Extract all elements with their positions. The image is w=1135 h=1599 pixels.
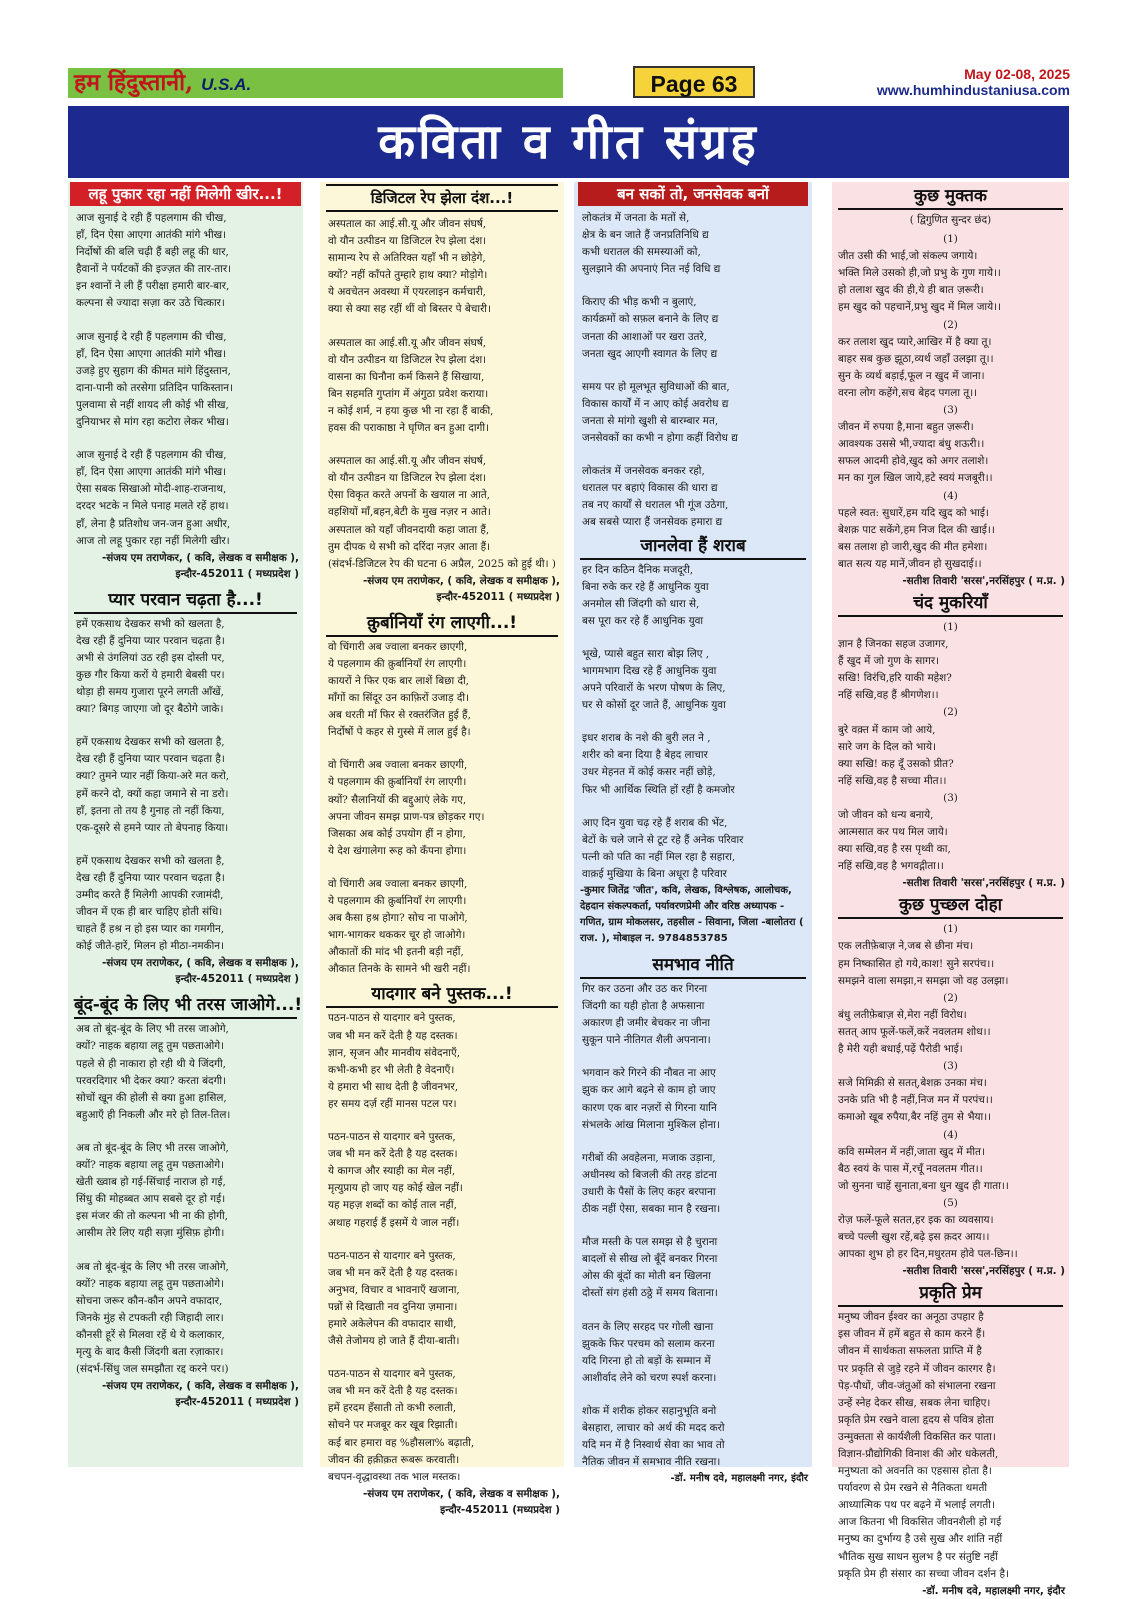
poem-stanza: हमें एकसाथ देखकर सभी को खलता है, देख रही हैं दुनिया प्यार परवान चढ़ता है। क्या? तुमने प्यार नहीं किया-अरे मत करो, हमें करने दो, क्यों कहा जमाने से ना डरो। हाँ, इतना तो तय है गुनाह तो नहीं किया, एक-दूसरे से हमने प्यार तो बेपनाह किया। <box>76 736 230 834</box>
poem-stanza: कवि सम्मेलन में नहीं,जाता खुद में मीत। बैठ स्वयं के पास में,रचूँ नवलतम गीत।। जो सुनना चाहें सुनाता,बना धुन खुद ही गाता।। <box>838 1145 1009 1192</box>
stanza-number: (2) <box>943 706 958 719</box>
poem-stanza: सजे मिमिक्री से सतत्,बेशक़ उनका मंच। उनके प्रति भी है नहीं,निज मन में परपंच।। कमाओ खूब रुपैया,बैर नहिं तुम से भैया।। <box>838 1077 993 1124</box>
website-link[interactable]: www.humhindustaniusa.com <box>876 82 1070 98</box>
poem-stanza: अब तो बूंद-बूंद के लिए भी तरस जाओगे, क्यों? नाहक बहाया लहू तुम पछताओगे। खेती ख्वाब हो गई-सिंचाई नाराज हो गई, सिंधु की मोहब्बत आप सबसे दूर हो गई। इस मंजर की तो कल्पना भी ना की होगी, आसीम तेरे लिए यही सज़ा मुंसिफ़ होगी। <box>76 1141 229 1240</box>
poem-stanza: आज सुनाई दे रही हैं पहलगाम की चीख, हाँ, दिन ऐसा आएगा आतंकी मांगे भीख। ऐसा सबक सिखाओ मोदी-शाह-राजनाथ, दरदर भटके न मिले पनाह मलते रहें हाथ। हाँ, लेना है प्रतिशोध जन-जन हुआ अधीर, आज तो लहू पुकार रहा नहीं मिलेगी खीर। <box>76 449 231 547</box>
poem-stanza: पहले स्वत: सुधारें,हम यदि खुद को भाई। बेशक़ पाट सकेंगे,हम निज दिल की खाई।। बस तलाश हो जारी,खुद की मीत हमेशा। बात सत्य यह मानें,जीवन हो सुखदाई।। <box>838 506 995 570</box>
poem-stanza: वो चिंगारी अब ज्वाला बनकर छाएगी, ये पहलगाम की क़ुर्बानियाँ रंग लाएगी। अब कैसा हश्र होगा? सोच ना पाओगे, भाग-भागकर थककर चूर हो जाओगे। औकातों की मांद भी इतनी बड़ी नहीं, औकात तिनके के सामने भी खरी नहीं। <box>328 877 471 976</box>
poem-title: क़ुर्बानियाँ रंग लाएगी...! <box>326 611 558 637</box>
poem-stanza: मौज मस्ती के पल समझ से है चुराना बादलों से सीख लो बूँदें बनकर गिरना ओस की बूंदों का मोती बन खिलना दोस्तों संग हंसी ठठ्ठे में समय बिताना। <box>582 1236 718 1300</box>
stanza-number: (2) <box>943 991 958 1004</box>
poem-title: कुछ मुक्तक <box>838 184 1063 210</box>
poem-stanza: बंधु लतीफ़ेबाज़ से,मेरा नहीं विरोध। सतत् आप फूलें-फलें,करें नवलतम शोध।। है मेरी यही बधाई,पढ़ें पैरोडी भाई। <box>838 1008 991 1056</box>
poem-stanza: गिर कर उठना और उठ कर गिरना जिंदगी का यही होता है अफसाना अकारण ही जमीर बेचकर ना जीना सुकून पाने नीतिगत शैली अपनाना। <box>582 983 711 1047</box>
poem-stanza: अस्पताल का आई.सी.यू और जीवन संघर्ष, वो यौन उत्पीडन या डिजिटल रेप झेला दंश। वासना का घिनौना कर्म किसने हैं सिखाया, बिन सहमति गुप्तांग में अंगुठा प्रवेश कराया। न कोई शर्म, न हया कुछ भी ना रहा हैं बाकी, हवस की पराकाष्ठा ने घृणित बन हुआ दागी। <box>328 336 494 435</box>
poem-subtitle: ( द्विगुणित सुन्दर छंद) <box>909 214 992 226</box>
poem-author: -सतीश तिवारी 'सरस',नरसिंहपुर ( म.प्र. ) <box>902 1265 1065 1278</box>
poem-author: -डॉ. मनीष दवे, महालक्ष्मी नगर, इंदौर <box>922 1584 1065 1597</box>
poem-stanza: किराए की भीड़ कभी न बुलाएं, कार्यक्रमों को सफ़ल बनाने के लिए द्य जनता की आशाओं पर खरा उतरे, जनता खुद आएगी स्वागत के लिए द्य <box>582 296 719 360</box>
poem-title: डिजिटल रेप झेला दंश...! <box>326 184 558 212</box>
poem-author: -डॉ. मनीष दवे, महालक्ष्मी नगर, इंदौर <box>670 1473 808 1485</box>
issue-date: May 02-08, 2025 <box>964 66 1070 82</box>
poem-stanza: आज सुनाई दे रही हैं पहलगाम की चीख, हाँ, दिन ऐसा आएगा आतंकी मांगे भीख। उजड़े हुए सुहाग की कीमत मांगे हिंदुस्तान, दाना-पानी को तरसेगा प्रतिदिन पाकिस्तान। पुलवामा से नहीं शायद ली कोई भी सीख, दुनियाभर से मांग रहा कटोरा लेकर भीख। <box>76 330 233 429</box>
poem-stanza: गरीबों की अवहेलना, मजाक उड़ाना, अधीनस्थ को बिजली की तरह डांटना उधारी के पैसों के लिए कहर बरपाना ठीक नहीं ऐसा, सबका मान है रखना। <box>582 1151 721 1216</box>
poem-stanza: भूखे, प्यासे बहुत सारा बोझ लिए , भागमभाग दिख रहे हैं आधुनिक युवा अपने परिवारों के भरण पोषण के लिए, घर से कोसों दूर जाते हैं, आधुनिक युवा <box>582 647 726 712</box>
poem-stanza: पठन-पाठन से यादगार बने पुस्तक, जब भी मन करें देती है यह दस्तक। ज्ञान, सृजन और मानवीय संवेदनाएँ, कभी-कभी हर भी लेती है वेदनाएँ। ये हमारा भी साथ देती है जीवनभर, हर समय दर्ज़ रहीं मानस पटल पर। <box>328 1012 461 1110</box>
poem-title: बूंद-बूंद के लिए भी तरस जाओगे...! <box>74 993 297 1019</box>
poem-title: प्रकृति प्रेम <box>838 1281 1063 1307</box>
poem-title: लहू पुकार रहा नहीं मिलेगी खीर...! <box>70 182 301 206</box>
poem-title: चंद मुकरियाँ <box>838 591 1063 617</box>
poem-stanza: लोकतंत्र में जनसेवक बनकर रहो, धरातल पर बहाएं विकास की धारा द्य तब नए कार्यों से धरातल भी गूंज उठेगा, अब सबसे प्यारा हैं जनसेवक हमारा द्य <box>582 465 729 529</box>
column-4 <box>832 182 1069 1597</box>
stanza-number: (1) <box>943 923 958 936</box>
poem-stanza: अस्पताल का आई.सी.यू और जीवन संघर्ष, वो यौन उत्पीडन या डिजिटल रेप झेला दंश। सामान्य रेप से अतिरिक्त यहाँ भी न छोड़ेगे, क्यों? नहीं काँपते तुम्हारे हाथ क्या? मोड़ोगे। ये अवचेतन अवस्था में एयरलाइन कर्मचारी, क्या से क्या सह रहीं थीं वो बिस्तर पे बेचारी। <box>328 218 491 316</box>
poem-title: बन सकों तो, जनसेवक बनों <box>578 182 808 206</box>
poem-stanza: वो चिंगारी अब ज्वाला बनकर छाएगी, ये पहलगाम की क़ुर्बानियाँ रंग लाएगी। कायरों ने फिर एक बार लाशें बिछा दी, माँगों का सिंदूर उन काफ़िरों उजाड़ दी। अब धरती माँ फिर से रक्तरंजित हुई हैं, निर्दोषों पे कहर से गुस्से में लाल हुई है। <box>328 640 471 739</box>
poem-stanza: एक लतीफ़ेबाज़ ने,जब से छीना मंच। हम निष्कासित हो गये,काश! सुने सरपंच।। समझने वाला समझा,न समझा जो वह उलझा। <box>838 940 1009 987</box>
poem-stanza: अब तो बूंद-बूंद के लिए भी तरस जाओगे, क्यों? नाहक बहाया लहू तुम पछताओगे। पहले से ही नाकारा हो रही थी ये जिंदगी, परवरदिगार भी देकर क्या? करता बंदगी। सोचों खून की होली से क्या हुआ हासिल, बहुआएँ ही निकली और मरे हो तिल-तिल। <box>76 1023 231 1121</box>
poem-stanza: अब तो बूंद-बूंद के लिए भी तरस जाओगे, क्यों? नाहक बहाया लहू तुम पछताओगे। सोचना जरूर कौन-कौन अपने वफादार, जिनके मुंह से टपकती रही जिहादी लार। कौनसी हूरें से मिलवा रहें थे ये कलाकार, मृत्यु के बाद कैसी जिंदगी बता रज़ाकार। (संदर्भ-सिंधु जल समझौता रद्द करने पर।) <box>76 1260 229 1376</box>
poem-stanza: कर तलाश खुद प्यारे,आखिर में है क्या तू। बाहर सब कुछ झूठा,व्यर्थ जहाँ उलझा तू।। सुन के व्यर्थ बड़ाई,फूल न खुद में जाना। वरना लोग कहेंगे,सच बेहद पगला तू।। <box>838 335 994 399</box>
poem-stanza: बुरे वक़्त में काम जो आये, सारे जग के दिल को भाये। क्या सखि! कह दूँ उसको प्रीत? नहिं सखि,वह है सच्चा मीत।। <box>838 723 954 787</box>
section-banner: कविता व गीत संग्रह <box>68 106 1069 178</box>
poem-stanza: वतन के लिए सरहद पर गोली खाना झुकके फिर परचम को सलाम करना यदि गिरना हो तो बड़ों के सम्मान में आशीर्वाद लेने को चरण स्पर्श करना। <box>582 1320 717 1384</box>
stanza-number: (4) <box>943 489 958 502</box>
poem-title: प्यार परवान चढ़ता है...! <box>74 588 297 614</box>
poem-stanza: मनुष्य जीवन ईश्वर का अनूठा उपहार है इस जीवन में हमें बहुत से काम करने हैं। जीवन में सार्थकता सफलता प्राप्ति में है पर प्रकृति से जुड़े रहने में जीवन कारगर है। पेड़-पौधों, जीव-जंतुओं को संभालना रखना उन्हें स्नेह देकर सीख, सबक लेना चाहिए। प्रकृति प्रेम रखने वाला हृदय से पवित्र होता उन्मुक्तता से कार्यशैली विकसित कर पाता। विज्ञान-प्रौद्योगिकी विनाश की ओर धकेलती, मनुष्यता को अवनति का एहसास होता है। पर्यावरण से प्रेम रखने से नैतिकता थमती आध्यात्मिक पथ पर बढ़ने में भलाई लगती। आज कितना भी विकसित जीवनशैली हो गई मनुष्य का दुर्भाग्य है उसे सुख और शांति नहीं भौतिक सुख साधन सुलभ है पर संतुष्टि नहीं प्रकृति प्रेम ही संसार का सच्चा जीवन दर्शन है। <box>838 1311 1009 1580</box>
poem-stanza: हमें एकसाथ देखकर सभी को खलता है, देख रही हैं दुनिया प्यार परवान चढ़ता है। उम्मीद करते हैं मिलेगी आपकी रजामंदी, जीवन में एक ही बार चाहिए होती संधि। चाहते हैं हश्र न हो इस प्यार का गमगीन, कोई जीते-हारें, मिलन हो मीठा-नमकीन। <box>76 854 225 953</box>
stanza-number: (2) <box>943 318 958 331</box>
poem-author: -संजय एम तराणेकर, ( कवि, लेखक व समीक्षक ), इन्दौर-452011 ( मध्यप्रदेश ) <box>101 957 299 986</box>
poem-stanza: पठन-पाठन से यादगार बने पुस्तक, जब भी मन करें देती है यह दस्तक। हमें हरदम हँसाती तो कभी रुलाती, सोचने पर मजबूर कर खूब रिझाती। कई बार हमारा वह %हौसला% बढ़ाती, जीवन की हक़ीक़त रूबरू करवाती। बचपन-वृद्धावस्था तक भाल मस्तक। <box>328 1368 475 1483</box>
poem-stanza: जीत उसी की भाई,जो संकल्प जगाये। भक्ति मिले उसको ही,जो प्रभु के गुण गाये।। हो तलाश खुद की ही,ये ही बात ज़रूरी। हम खुद को पहचानें,प्रभु खुद में मिल जाये।। <box>838 250 1002 314</box>
stanza-number: (3) <box>943 404 958 417</box>
poem-title: समभाव नीति <box>580 953 806 979</box>
poem-author: -सतीश तिवारी 'सरस',नरसिंहपुर ( म.प्र. ) <box>902 877 1065 890</box>
column-2 <box>320 182 564 1516</box>
poem-author: -संजय एम तराणेकर, ( कवि, लेखक व समीक्षक ), इन्दौर-452011 ( मध्यप्रदेश ) <box>101 551 299 580</box>
publication-title: हम हिंदुस्तानी, <box>74 69 194 96</box>
stanza-number: (3) <box>943 1060 958 1073</box>
poem-stanza: रोज़ फलें-फूले सतत,हर इक का व्यवसाय। बच्चे पल्ली खुश रहें,बढ़े इस क़दर आय।। आपका शुभ हो हर दिन,मधुरतम होवे पल-छिन।। <box>838 1213 1018 1261</box>
poem-stanza: भगवान करे गिरने की नौबत ना आए झुक कर आगे बढ़ने से काम हो जाए कारण एक बार नज़रों से गिरना यानि संभलके आंख मिलाना मुश्किल होना। <box>582 1067 720 1131</box>
poem-stanza: पठन-पाठन से यादगार बने पुस्तक, जब भी मन करें देती है यह दस्तक। अनुभव, विचार व भावनाएँ खजाना, पन्नों से दिखाती नव दुनिया ज़माना। हमारे अकेलेपन की वफादार साथी, जैसे तेजोमय हो जाते हैं दीया-बाती। <box>328 1249 460 1348</box>
page-number: Page 63 <box>633 66 755 98</box>
poem-stanza: आए दिन युवा चढ़ रहे हैं शराब की भेंट, बेटों के चले जाने से टूट रहे हैं अनेक परिवार पत्नी को पति का नहीं मिल रहा है सहारा, वाक़ई मुखिया के बिना अधूरा है परिवार <box>582 816 744 880</box>
column-3 <box>574 182 812 1485</box>
poem-author: -संजय एम तराणेकर, ( कवि, लेखक व समीक्षक ), इन्दौर-452011 (मध्यप्रदेश ) <box>362 1487 560 1516</box>
dateline <box>877 66 1070 98</box>
poem-stanza: अस्पताल का आई.सी.यू और जीवन संघर्ष, वो यौन उत्पीडन या डिजिटल रेप झेला दंश। ऐसा विकृत करते अपनों के खयाल ना आते, वहशियों माँ,बहन,बेटी के मुख नज़र न आते। अस्पताल को यहाँ जीवनदायी कहा जाता हैं, तुम दीपक थे सभी को दरिंदा नज़र आता हैं। (संदर्भ-डिजिटल रेप की घटना 6 अप्रैल, 2025 को हुई थी। ) <box>328 455 556 570</box>
poem-stanza: जीवन में रुपया है,माना बहुत ज़रूरी। आवश्यक उससे भी,ज्यादा बंधु शऊरी।। सफल आदमी होवे,खुद को अगर तलाशे। मन का गुल खिल जाये,हटे स्वयं मजबूरी।। <box>838 421 993 485</box>
publication-name <box>68 68 563 98</box>
poem-stanza: लोकतंत्र में जनता के मतों से, क्षेत्र के बन जाते हैं जनप्रतिनिधि द्य कभी धरातल की समस्याओं को, सुलझाने की अपनाएं नित नई विधि द्य <box>582 212 721 276</box>
stanza-number: (4) <box>943 1128 958 1141</box>
poem-stanza: जो जीवन को धन्य बनाये, आत्मसात कर पथ मिल जाये। क्या सखि,वह है रस पृथ्वी का, नहिं सखि,वह है भगवद्गीता।। <box>838 809 951 873</box>
masthead <box>68 66 1070 100</box>
poem-stanza: ज्ञान है जिनका सहज उजागर, हैं खुद में जो गुण के सागर। सखि! विरंचि,हरि याकी महेश? नहिं सखि,वह हैं श्रीगणेश।। <box>838 638 952 702</box>
stanza-number: (5) <box>943 1196 958 1209</box>
poem-author: -संजय एम तराणेकर, ( कवि, लेखक व समीक्षक ), इन्दौर-452011 ( मध्यप्रदेश ) <box>101 1380 299 1409</box>
poem-title: जानलेवा हैं शराब <box>580 534 806 560</box>
poem-author: -संजय एम तराणेकर, ( कवि, लेखक व समीक्षक ), इन्दौर-452011 ( मध्यप्रदेश ) <box>362 574 560 603</box>
poem-stanza: वो चिंगारी अब ज्वाला बनकर छाएगी, ये पहलगाम की क़ुर्बानियाँ रंग लाएगी। क्यों? सैलानियों की बद्दुआएं लेके गए, अपना जीवन समझ प्राण-पत्र छोड़कर गए। जिसका अब कोई उपयोग हीं न होगा, ये देश खंगालेगा रूह को कँपना होगा। <box>328 759 485 857</box>
poem-title: यादगार बने पुस्तक...! <box>326 982 558 1008</box>
poem-author: -कुमार जितेंद्र 'जीत', कवि, लेखक, विश्लेषक, आलोचक, देहदान संकल्पकर्ता, पर्यावरणप्रेमी और वरिष्ठ अध्यापक - गणित, ग्राम मोकलसर, तहसील - सिवाना, जिला -बालोतरा ( राज. ), मोबाइल न. 9784853785 <box>580 885 804 944</box>
column-1 <box>68 182 303 1467</box>
publication-suffix: U.S.A. <box>201 75 252 94</box>
poem-stanza: हर दिन कठिन दैनिक मजदूरी, बिना रुके कर रहे हैं आधुनिक युवा अनमोल सी जिंदगी को धारा से, बस पूरा कर रहे हैं आधुनिक युवा <box>582 563 709 627</box>
poem-stanza: शोक में शरीक होकर सहानुभूति बनो बेसहारा, लाचार को अर्थ की मदद करो यदि मन में है निस्वार्थ सेवा का भाव तो नैतिक जीवन में समभाव नीति रखना। <box>582 1404 725 1469</box>
poem-stanza: हमें एकसाथ देखकर सभी को खलता है, देख रही हैं दुनिया प्यार परवान चढ़ता है। अभी से उंगलियां उठ रही इस दोस्ती पर, कुछ गौर किया करों ये हमारी बेबसी पर। थोड़ा ही समय गुजारा पूरने लगती आँखें, क्या? बिगड़ जाएगा जो दूर बैठोगे जाके। <box>76 617 225 716</box>
stanza-number: (1) <box>943 233 958 246</box>
stanza-number: (3) <box>943 791 958 804</box>
poem-author: -सतीश तिवारी 'सरस',नरसिंहपुर ( म.प्र. ) <box>902 574 1065 587</box>
poem-stanza: आज सुनाई दे रही हैं पहलगाम की चीख, हाँ, दिन ऐसा आएगा आतंकी मांगे भीख। निर्दोषों की बलि चढ़ी हैं बही लहू की धार, हैवानों ने पर्यटकों की इज्ज़त की तार-तार। इन श्वानों ने ली हैं परीक्षा हमारी बार-बार, कल्पना से ज्यादा सज़ा कर उठे चित्कार। <box>76 212 232 310</box>
poem-stanza: इधर शराब के नशे की बुरी लत ने , शरीर को बना दिया है बेहद लाचार उधर मेहनत में कोई कसर नहीं छोड़े, फिर भी आर्थिक स्थिति हों रहीं है कमजोर <box>582 732 735 796</box>
poem-stanza: समय पर हो मूलभूत सुविधाओं की बात, विकास कार्यों में न आए कोई अवरोध द्य जनता से मांगो खुशी से बारम्बार मत, जनसेवकों का कभी न होगा कहीं विरोध द्य <box>582 380 738 445</box>
poem-title: कुछ पुच्छल दोहा <box>838 893 1063 919</box>
stanza-number: (1) <box>943 620 958 633</box>
poem-stanza: पठन-पाठन से यादगार बने पुस्तक, जब भी मन करें देती है यह दस्तक। ये कागज और स्याही का मेल नहीं, मृत्युप्राय हो जाए यह कोई खेल नहीं। यह महज़ शब्दों का कोई ताल नहीं, अथाह गहराई हैं इसमें ये जाल नहीं। <box>328 1131 463 1229</box>
